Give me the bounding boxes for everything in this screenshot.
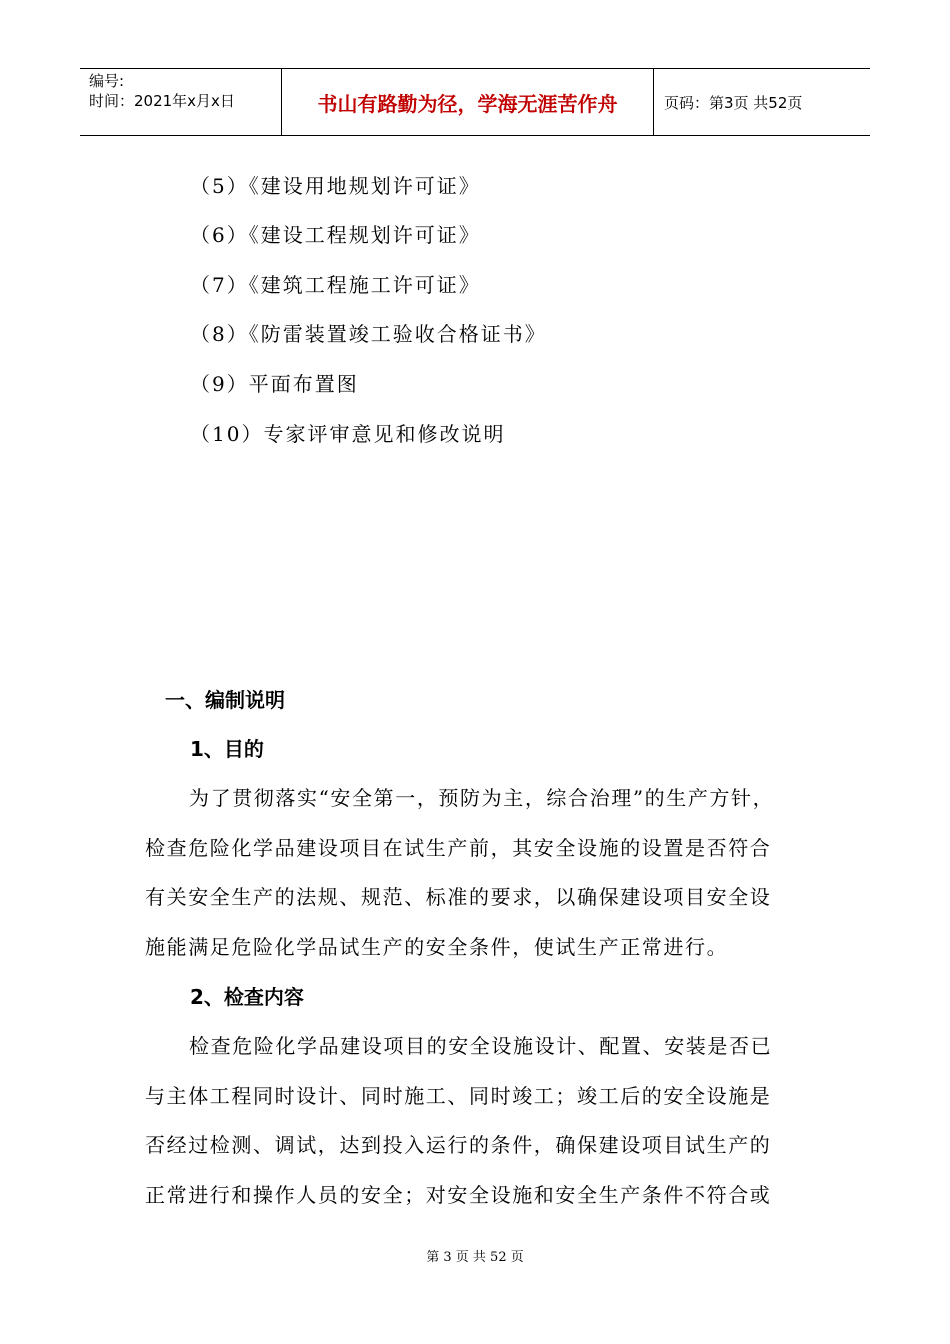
paragraph-line: 否经过检测、调试，达到投入运行的条件，确保建设项目试生产的: [145, 1133, 772, 1157]
document-date: 时间：2021年x月x日: [89, 92, 235, 110]
document-number-label: 编号:: [89, 72, 125, 90]
list-item: （5）《建设用地规划许可证》: [190, 174, 481, 198]
paragraph-line: 有关安全生产的法规、规范、标准的要求，以确保建设项目安全设: [145, 885, 772, 909]
list-item: （9）平面布置图: [190, 372, 359, 396]
list-item: （7）《建筑工程施工许可证》: [190, 273, 481, 297]
paragraph-line: 正常进行和操作人员的安全；对安全设施和安全生产条件不符合或: [145, 1183, 772, 1207]
paragraph-line: 检查危险化学品建设项目在试生产前，其安全设施的设置是否符合: [145, 836, 772, 860]
header-motto: 书山有路勤为径，学海无涯苦作舟: [282, 69, 654, 135]
list-item: （10）专家评审意见和修改说明: [190, 422, 506, 446]
header-meta: [80, 69, 282, 135]
paragraph-line: 施能满足危险化学品试生产的安全条件，使试生产正常进行。: [145, 935, 729, 959]
paragraph-line: 与主体工程同时设计、同时施工、同时竣工；竣工后的安全设施是: [145, 1084, 772, 1108]
paragraph-line: 检查危险化学品建设项目的安全设施设计、配置、安装是否已: [189, 1034, 773, 1058]
subsection-heading: 2、检查内容: [190, 985, 304, 1009]
header-page-info: 页码：第3页 共52页: [664, 93, 803, 112]
subsection-heading: 1、目的: [190, 737, 264, 761]
list-item: （6）《建设工程规划许可证》: [190, 223, 481, 247]
page-header: [80, 68, 870, 136]
paragraph-line: 为了贯彻落实“安全第一，预防为主，综合治理”的生产方针，: [189, 786, 775, 810]
list-item: （8）《防雷装置竣工验收合格证书》: [190, 322, 547, 346]
section-heading: 一、编制说明: [165, 688, 285, 712]
page-footer: 第 3 页 共 52 页: [426, 1250, 524, 1265]
